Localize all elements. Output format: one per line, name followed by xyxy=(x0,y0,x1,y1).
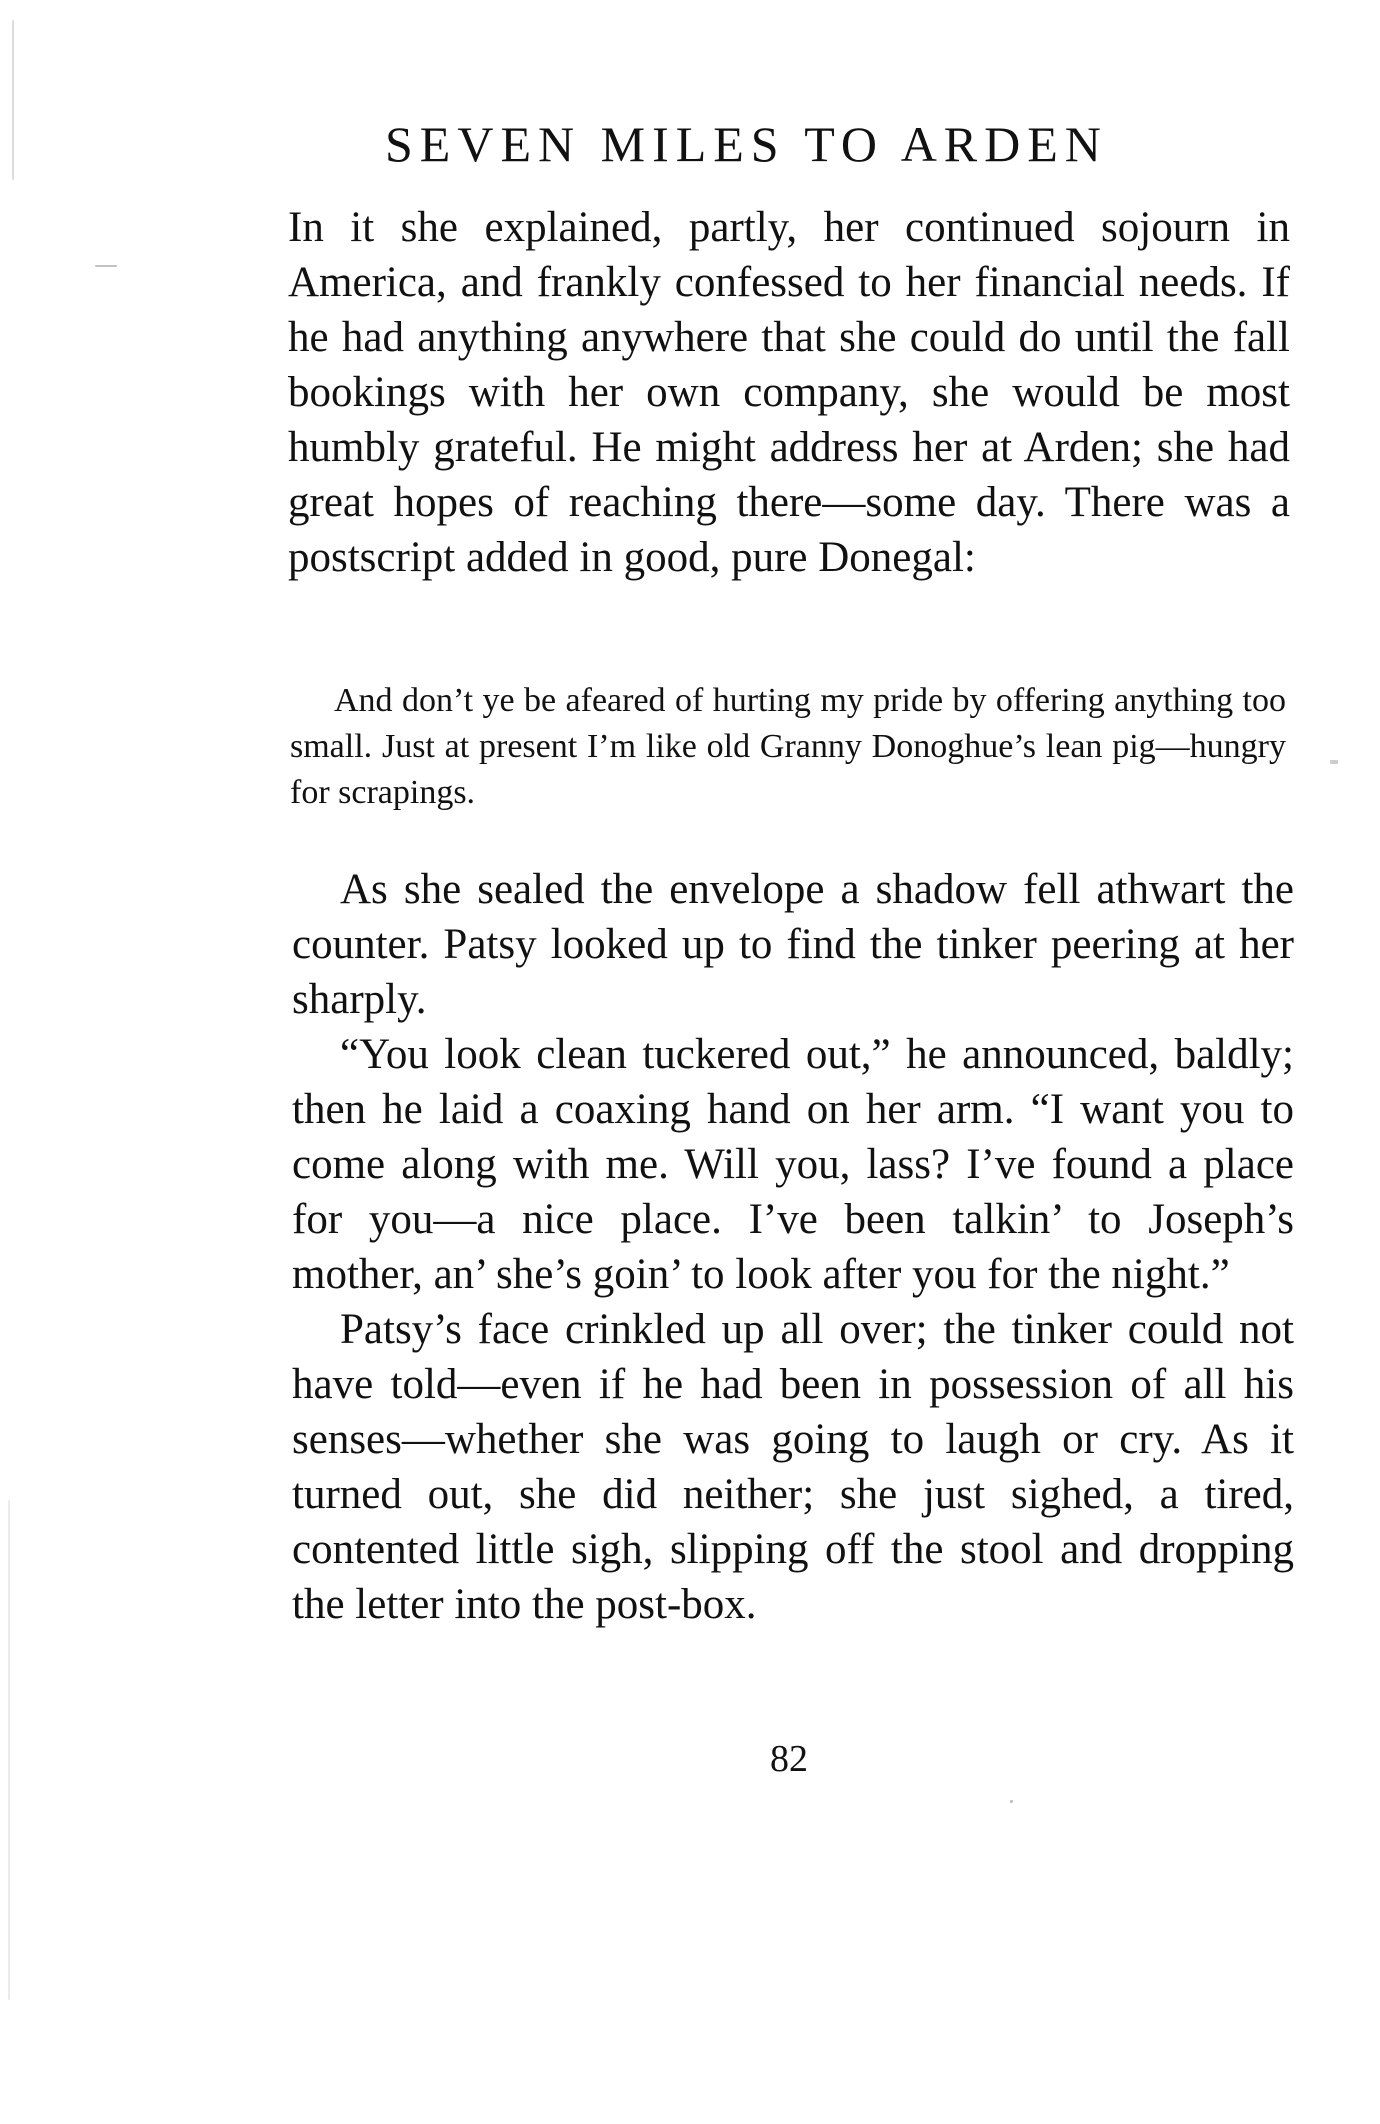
paragraph-envelope: As she sealed the envelope a shadow fell athwart the counter. Patsy looked up to find the tinker peering at her sharply. xyxy=(292,866,1294,1023)
quote-text: And don’t ye be afeared of hurting my pride by offering anything too small. Just at present I’m like old Granny Donoghue’s lean pig—hungry for scrapings. xyxy=(290,682,1286,811)
body-text-bottom xyxy=(292,862,1294,1632)
scan-speck xyxy=(1010,1800,1013,1803)
paragraph-letter-summary: In it she explained, partly, her continued sojourn in America, and frankly confessed to her financial needs. If he had anything anywhere that she could do until the fall bookings with her own company, she would be most humbly grateful. He might address her at Arden; she had great hopes of reaching there—some day. There was a postscript added in good, pure Donegal: xyxy=(288,204,1290,581)
paragraph-tinker-speech: “You look clean tuckered out,” he announced, baldly; then he laid a coaxing hand on her arm. “I want you to come along with me. Will you, lass? I’ve found a place for you—a nice place. I’ve been talkin’ to Joseph’s mother, an’ she’s goin’ to look after you for the night.” xyxy=(292,1031,1294,1298)
block-quote-postscript xyxy=(290,678,1286,816)
scan-speck xyxy=(95,265,117,267)
scan-speck xyxy=(1330,760,1338,764)
page-number: 82 xyxy=(770,1738,808,1780)
scan-speck xyxy=(12,20,14,180)
paragraph-patsy-sigh: Patsy’s face crinkled up all over; the tinker could not have told—even if he had been in possession of all his senses—whether she was going to laugh or cry. As it turned out, she did neither; she just sighed, a tired, contented little sigh, slipping off the stool and dropping the letter into the post-box. xyxy=(292,1306,1294,1628)
body-text-top xyxy=(288,200,1290,585)
running-head: SEVEN MILES TO ARDEN xyxy=(385,116,1108,172)
scan-speck xyxy=(8,1500,10,2000)
